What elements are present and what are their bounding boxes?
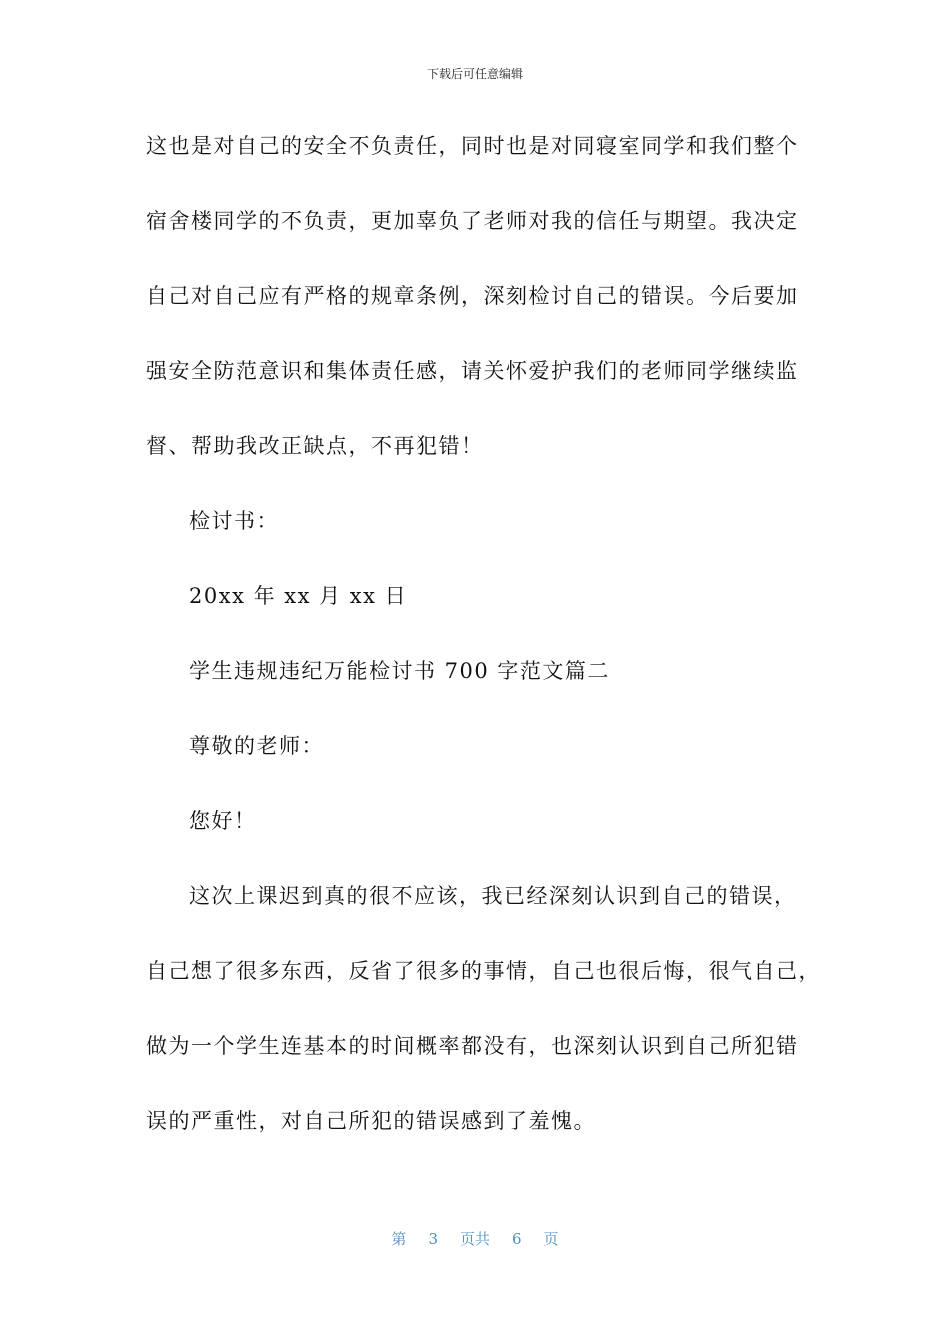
- total-pages-number: 6: [512, 1230, 522, 1248]
- paragraph-line: 自己想了很多东西，反省了很多的事情，自己也很后悔，很气自己，: [146, 959, 821, 983]
- paragraph-line: 宿舍楼同学的不负责，更加辜负了老师对我的信任与期望。我决定: [146, 209, 799, 233]
- page-label-suffix: 页: [543, 1230, 559, 1248]
- document-body: [146, 122, 821, 1172]
- page-label-mid: 页共: [459, 1230, 490, 1248]
- paragraph-line: 强安全防范意识和集体责任感，请关怀爱护我们的老师同学继续监: [146, 359, 799, 383]
- section-label: 检讨书：: [189, 509, 279, 533]
- paragraph-line: 误的严重性，对自己所犯的错误感到了羞愧。: [146, 1109, 596, 1133]
- section-title: 学生违规违纪万能检讨书 700 字范文篇二: [189, 659, 610, 683]
- paragraph-line: 自己对自己应有严格的规章条例，深刻检讨自己的错误。今后要加: [146, 284, 799, 308]
- paragraph-line: 这次上课迟到真的很不应该，我已经深刻认识到自己的错误，: [189, 884, 797, 908]
- paragraph-line: 这也是对自己的安全不负责任，同时也是对同寝室同学和我们整个: [146, 134, 799, 158]
- page-label-prefix: 第: [391, 1230, 407, 1248]
- paragraph-line: 做为一个学生连基本的时间概率都没有，也深刻认识到自己所犯错: [146, 1034, 799, 1058]
- current-page-number: 3: [428, 1230, 438, 1248]
- date-line: 20xx 年 xx 月 xx 日: [189, 584, 408, 608]
- greeting: 您好！: [189, 809, 257, 833]
- page-footer: [0, 1229, 950, 1249]
- salutation: 尊敬的老师：: [189, 734, 324, 758]
- page-header: 下载后可任意编辑: [426, 67, 523, 81]
- paragraph-line: 督、帮助我改正缺点，不再犯错！: [146, 434, 484, 458]
